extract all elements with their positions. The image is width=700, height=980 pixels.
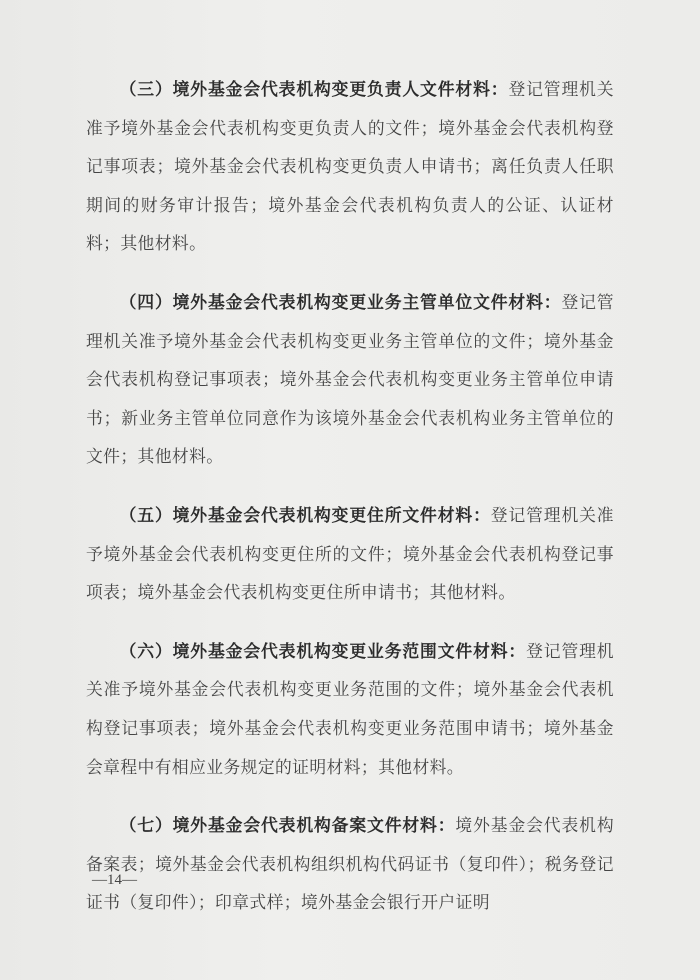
section-body: 登记管理机关准予境外基金会代表机构变更负责人的文件；境外基金会代表机构登记事项表；境外基金会代表机构变更负责人申请书；离任负责人任职期间的财务审计报告；境外基金会代表机构负责人的公证、认证材料；其他材料。 (86, 79, 614, 254)
section-paragraph (86, 806, 614, 922)
document-body (86, 70, 614, 942)
section-heading: （五）境外基金会代表机构变更住所文件材料： (119, 504, 491, 525)
section-heading: （四）境外基金会代表机构变更业务主管单位文件材料： (119, 291, 562, 312)
section-body: 境外基金会代表机构备案表；境外基金会代表机构组织机构代码证书（复印件）；税务登记证书（复印件）；印章式样；境外基金会银行开户证明 (86, 815, 614, 913)
section-heading: （六）境外基金会代表机构变更业务范围文件材料： (119, 640, 527, 661)
section-paragraph (86, 283, 614, 476)
section-paragraph (86, 632, 614, 786)
section-paragraph (86, 496, 614, 612)
section-paragraph (86, 70, 614, 263)
section-body: 登记管理机关准予境外基金会代表机构变更住所的文件；境外基金会代表机构登记事项表；境外基金会代表机构变更住所申请书；其他材料。 (86, 504, 614, 603)
section-body: 登记管理机关准予境外基金会代表机构变更业务主管单位的文件；境外基金会代表机构登记事项表；境外基金会代表机构变更业务主管单位申请书；新业务主管单位同意作为该境外基金会代表机构业务主管单位的文件；其他材料。 (86, 291, 614, 467)
section-heading: （三）境外基金会代表机构变更负责人文件材料： (119, 79, 509, 99)
page-number: —14— (92, 872, 137, 888)
section-heading: （七）境外基金会代表机构备案文件材料： (119, 815, 456, 836)
section-body: 登记管理机关准予境外基金会代表机构变更业务范围的文件；境外基金会代表机构登记事项表；境外基金会代表机构变更业务范围申请书；境外基金会章程中有相应业务规定的证明材料；其他材料。 (86, 640, 614, 777)
